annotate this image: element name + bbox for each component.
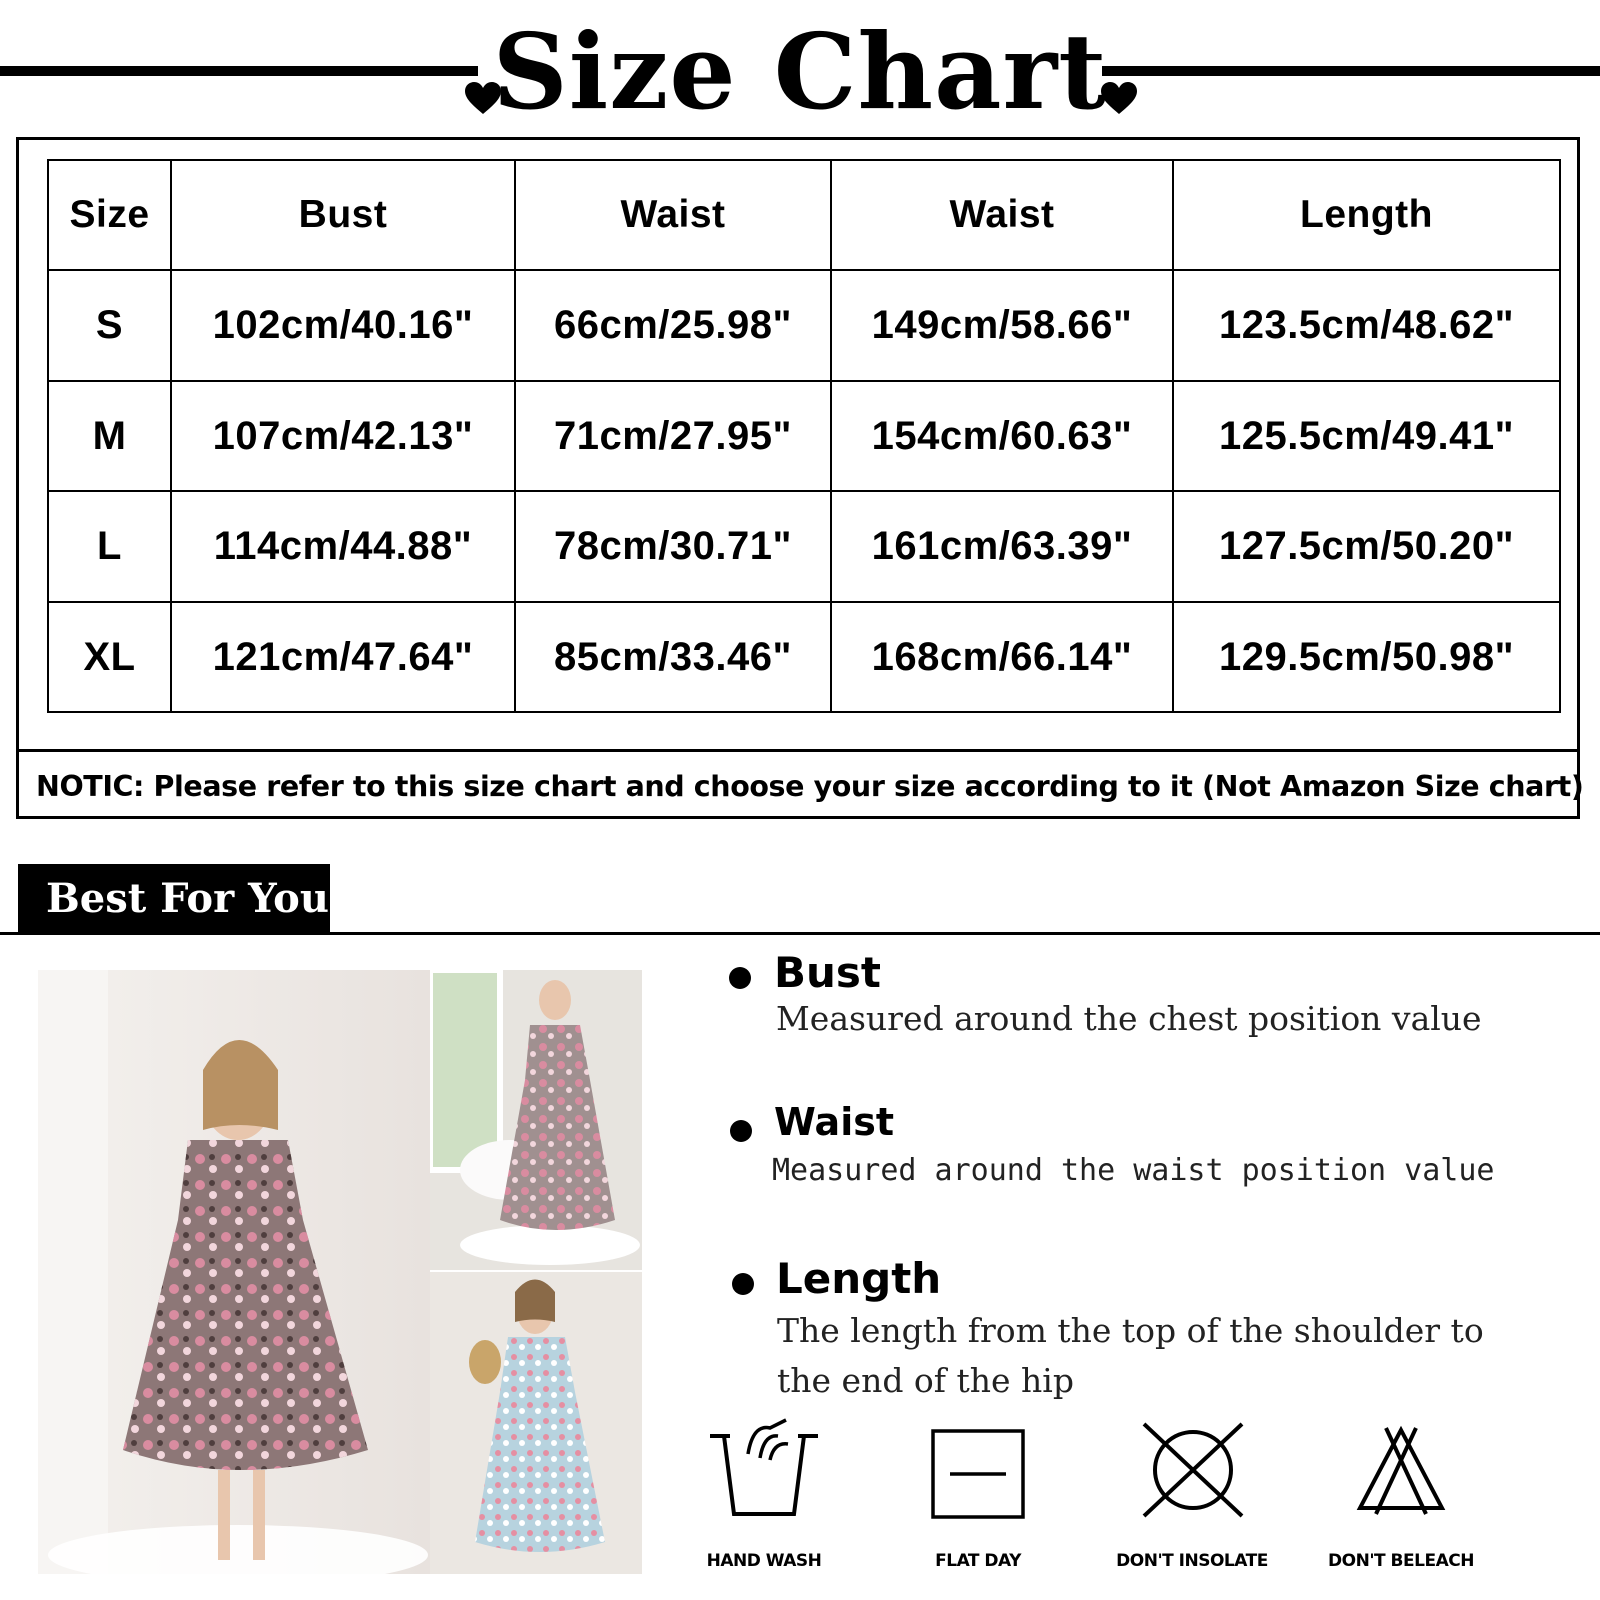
care-label: HAND WASH: [706, 1551, 822, 1571]
table-row: [48, 270, 1560, 381]
table-cell: 129.5cm/50.98": [1173, 602, 1560, 712]
flat-dry-icon: [930, 1428, 1026, 1520]
do-not-bleach-icon: [1356, 1424, 1446, 1516]
bullet-icon: [729, 967, 751, 989]
table-cell: L: [48, 491, 171, 602]
dress-figure-icon: [38, 970, 430, 1574]
do-not-tumble-dry-icon: [1138, 1420, 1248, 1520]
size-notice: NOTIC: Please refer to this size chart and choose your size according to it (Not Amazon Size chart): [36, 770, 1584, 803]
table-cell: 107cm/42.13": [171, 381, 515, 491]
column-header: Waist: [831, 160, 1173, 270]
table-cell: 154cm/60.63": [831, 381, 1173, 491]
column-header: Waist: [515, 160, 831, 270]
table-cell: 123.5cm/48.62": [1173, 270, 1560, 381]
table-cell: 121cm/47.64": [171, 602, 515, 712]
dress-figure-icon: [430, 1272, 642, 1574]
table-row: [48, 381, 1560, 491]
care-label: FLAT DAY: [935, 1551, 1021, 1571]
measurement-name: Waist: [774, 1100, 895, 1144]
table-cell: 85cm/33.46": [515, 602, 831, 712]
size-table: [47, 159, 1561, 713]
table-cell: 71cm/27.95": [515, 381, 831, 491]
best-for-you-badge: Best For You: [18, 864, 330, 934]
measurement-description: The length from the top of the shoulder to: [777, 1311, 1484, 1350]
table-cell: 114cm/44.88": [171, 491, 515, 602]
table-row: [48, 602, 1560, 712]
care-label: DON'T INSOLATE: [1116, 1551, 1268, 1571]
table-header-row: [48, 160, 1560, 270]
table-cell: 66cm/25.98": [515, 270, 831, 381]
page-title: Size Chart: [492, 10, 1108, 133]
hand-wash-icon: [708, 1414, 820, 1524]
measurement-name: Length: [776, 1254, 942, 1303]
product-photo-main: [38, 970, 430, 1574]
care-label: DON'T BELEACH: [1328, 1551, 1474, 1571]
column-header: Length: [1173, 160, 1560, 270]
table-cell: S: [48, 270, 171, 381]
table-cell: 102cm/40.16": [171, 270, 515, 381]
product-photo-side-top: [430, 970, 642, 1270]
measurement-description: Measured around the chest position value: [776, 999, 1482, 1038]
bullet-icon: [732, 1273, 754, 1295]
measurement-description: the end of the hip: [777, 1361, 1074, 1400]
table-cell: 78cm/30.71": [515, 491, 831, 602]
table-row: [48, 491, 1560, 602]
column-header: Size: [48, 160, 171, 270]
product-photo-side-bottom: [430, 1272, 642, 1574]
notice-divider: [17, 749, 1578, 752]
table-cell: M: [48, 381, 171, 491]
measurement-description: Measured around the waist position value: [772, 1153, 1495, 1188]
table-cell: 149cm/58.66": [831, 270, 1173, 381]
table-cell: 168cm/66.14": [831, 602, 1173, 712]
table-cell: 161cm/63.39": [831, 491, 1173, 602]
table-cell: 125.5cm/49.41": [1173, 381, 1560, 491]
column-header: Bust: [171, 160, 515, 270]
table-cell: XL: [48, 602, 171, 712]
table-cell: 127.5cm/50.20": [1173, 491, 1560, 602]
bullet-icon: [730, 1120, 752, 1142]
measurement-name: Bust: [774, 948, 881, 997]
dress-figure-icon: [430, 970, 642, 1270]
